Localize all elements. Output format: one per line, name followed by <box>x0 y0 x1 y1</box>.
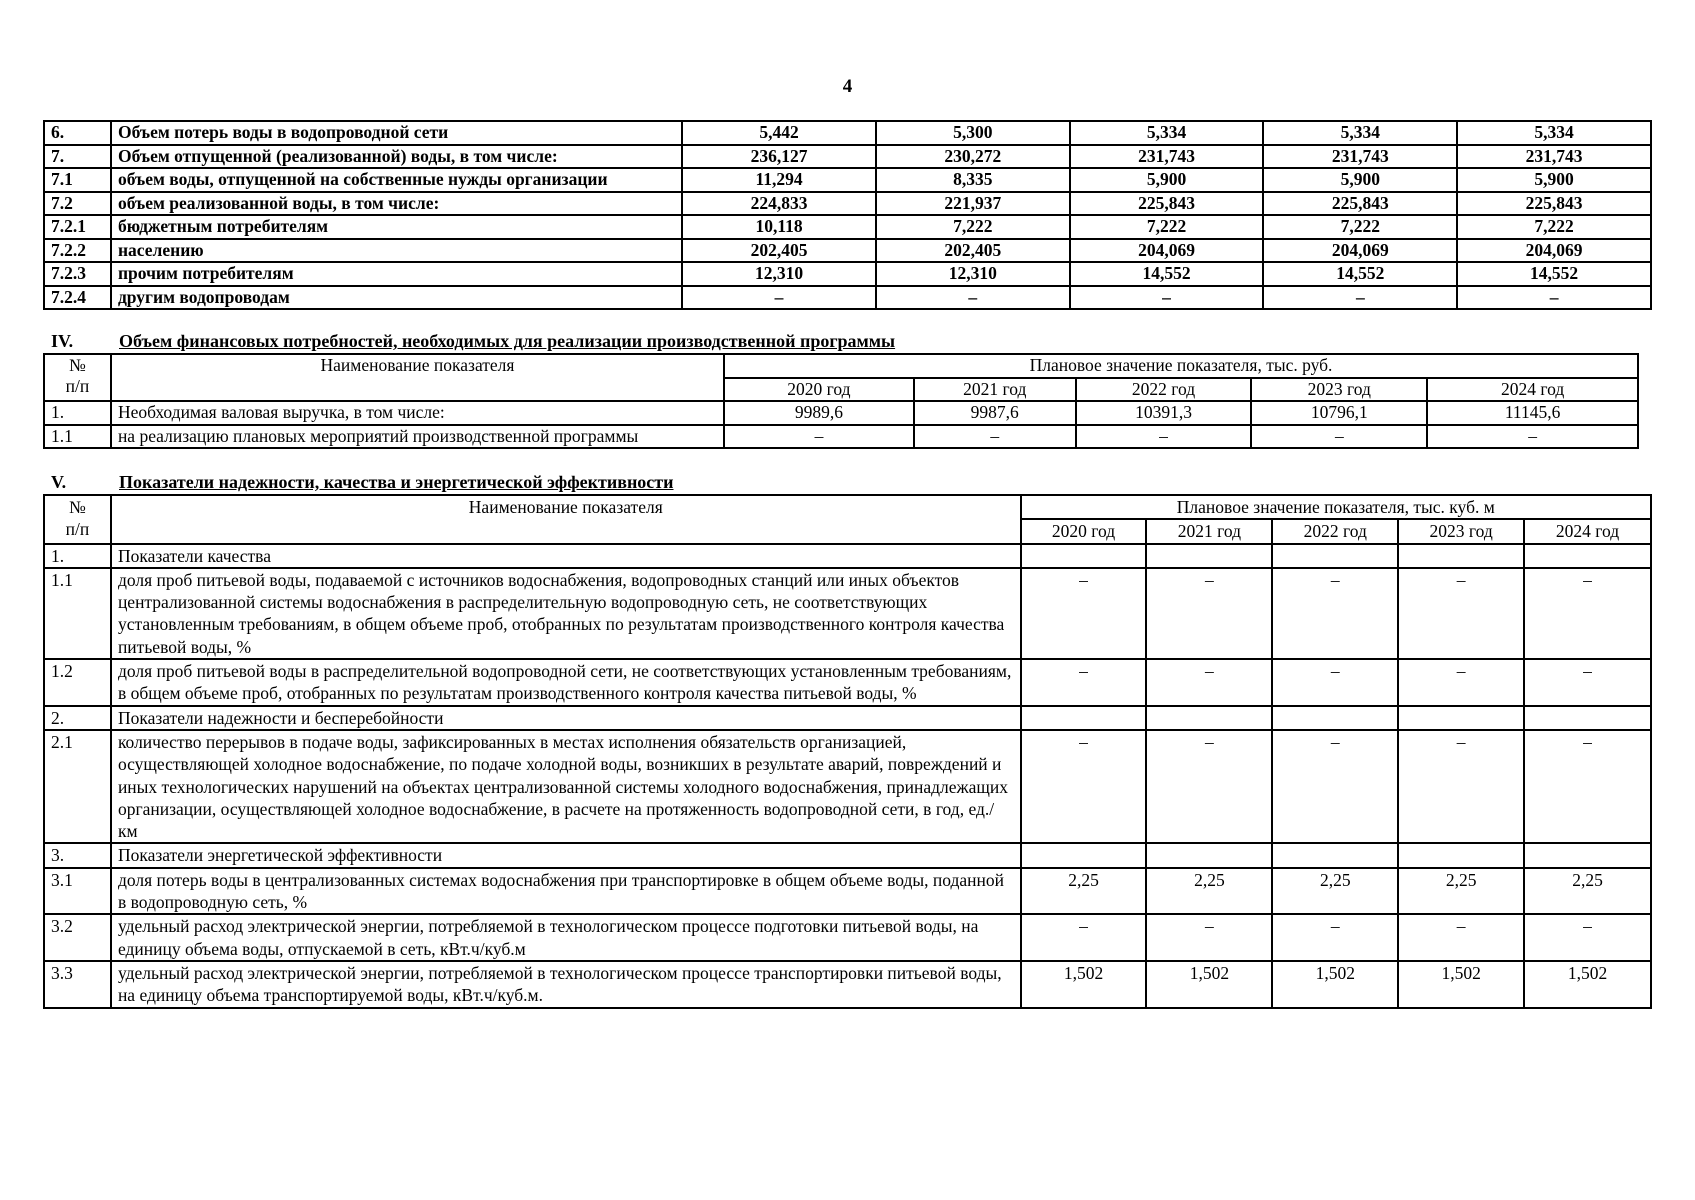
row-number: 2. <box>44 706 111 730</box>
row-value: 12,310 <box>682 262 876 286</box>
row-value: 5,900 <box>1457 168 1651 192</box>
row-value: – <box>1251 425 1427 449</box>
row-value: 225,843 <box>1457 192 1651 216</box>
row-value: – <box>1021 730 1147 843</box>
table-row <box>44 401 1638 425</box>
table-row <box>44 239 1651 263</box>
row-value: – <box>1272 659 1398 706</box>
table-row <box>44 168 1651 192</box>
row-number: 1.1 <box>44 425 111 449</box>
row-number: 7.2.1 <box>44 215 111 239</box>
row-value: 7,222 <box>1263 215 1457 239</box>
row-name: удельный расход электрической энергии, потребляемой в технологическом процессе подготовки питьевой воды, на единицу объема воды, отпускаемой в сеть, кВт.ч/куб.м <box>111 914 1021 961</box>
row-number: 2.1 <box>44 730 111 843</box>
row-number: 7.2.2 <box>44 239 111 263</box>
table-quality-indicators-body <box>44 544 1651 1008</box>
row-value: – <box>1076 425 1252 449</box>
row-value: 2,25 <box>1398 868 1524 915</box>
table-quality-indicators <box>43 494 1652 1009</box>
page-number: 4 <box>842 76 853 97</box>
row-value <box>1524 544 1651 568</box>
row-value <box>1272 706 1398 730</box>
row-value: – <box>1427 425 1638 449</box>
year-header: 2024 год <box>1427 378 1638 402</box>
row-value: – <box>1146 568 1272 659</box>
row-value: 2,25 <box>1146 868 1272 915</box>
section-5-heading <box>43 472 674 493</box>
row-value: – <box>1146 730 1272 843</box>
table-row <box>44 121 1651 145</box>
row-value <box>1398 544 1524 568</box>
row-value: 202,405 <box>682 239 876 263</box>
section-4-title: Объем финансовых потребностей, необходимых для реализации производственной программы <box>119 331 896 351</box>
table-row <box>44 286 1651 310</box>
row-value <box>1146 843 1272 867</box>
row-name: доля проб питьевой воды в распределительной водопроводной сети, не соответствующих установленным требованиям, в общем объеме проб, отобранных по результатам производственного контроля качества питьевой воды, % <box>111 659 1021 706</box>
table-row <box>44 425 1638 449</box>
row-value: – <box>1524 914 1651 961</box>
year-header: 2023 год <box>1251 378 1427 402</box>
row-value: 11145,6 <box>1427 401 1638 425</box>
row-value: 10,118 <box>682 215 876 239</box>
table-water-balance <box>43 120 1652 310</box>
table-row <box>44 192 1651 216</box>
row-value: – <box>1070 286 1264 310</box>
table-row <box>44 730 1651 843</box>
row-value: 221,937 <box>876 192 1070 216</box>
row-name: Показатели надежности и бесперебойности <box>111 706 1021 730</box>
table-financial-needs-body <box>44 401 1638 448</box>
row-value: 5,300 <box>876 121 1070 145</box>
row-value: 7,222 <box>876 215 1070 239</box>
table-row <box>44 914 1651 961</box>
row-value: – <box>876 286 1070 310</box>
row-name: Объем отпущенной (реализованной) воды, в том числе: <box>111 145 682 169</box>
year-header: 2021 год <box>1146 519 1272 543</box>
col-name-header: Наименование показателя <box>111 354 724 401</box>
row-value: 11,294 <box>682 168 876 192</box>
row-value <box>1398 843 1524 867</box>
row-value: – <box>1524 730 1651 843</box>
table-row <box>44 262 1651 286</box>
col-name-header: Наименование показателя <box>111 495 1021 544</box>
row-value: – <box>1398 730 1524 843</box>
row-value: 9987,6 <box>914 401 1076 425</box>
col-number-line2: п/п <box>65 519 90 540</box>
table-financial-needs <box>43 353 1639 449</box>
row-value: 5,334 <box>1263 121 1457 145</box>
row-value: 5,900 <box>1070 168 1264 192</box>
section-4-number: IV. <box>51 331 74 351</box>
row-value: 204,069 <box>1263 239 1457 263</box>
section-4-heading <box>43 331 895 352</box>
row-name: прочим потребителям <box>111 262 682 286</box>
row-name: объем реализованной воды, в том числе: <box>111 192 682 216</box>
row-name: доля проб питьевой воды, подаваемой с источников водоснабжения, водопроводных станций или иных объектов централизованной системы водоснабжения в распределительную водопроводную сеть, не соответствующих установленным требованиям, в общем объеме проб, отобранных по результатам производственного контроля качества питьевой воды, % <box>111 568 1021 659</box>
row-value: – <box>914 425 1076 449</box>
row-number: 1. <box>44 401 111 425</box>
row-value: 1,502 <box>1021 961 1147 1008</box>
col-group-header: Плановое значение показателя, тыс. куб. м <box>1021 495 1651 519</box>
row-value: 204,069 <box>1457 239 1651 263</box>
row-value: – <box>1263 286 1457 310</box>
row-value: 14,552 <box>1070 262 1264 286</box>
year-header: 2020 год <box>1021 519 1147 543</box>
table-row <box>44 215 1651 239</box>
row-name: бюджетным потребителям <box>111 215 682 239</box>
row-number: 7.1 <box>44 168 111 192</box>
row-value: 224,833 <box>682 192 876 216</box>
row-number: 6. <box>44 121 111 145</box>
row-value: 5,334 <box>1070 121 1264 145</box>
row-number: 3.2 <box>44 914 111 961</box>
row-value: 202,405 <box>876 239 1070 263</box>
row-number: 7.2.4 <box>44 286 111 310</box>
row-number: 1.2 <box>44 659 111 706</box>
year-header: 2020 год <box>724 378 914 402</box>
row-value: 231,743 <box>1263 145 1457 169</box>
row-value: 230,272 <box>876 145 1070 169</box>
row-value: – <box>682 286 876 310</box>
row-value <box>1146 706 1272 730</box>
row-value: – <box>1398 659 1524 706</box>
row-value: 5,900 <box>1263 168 1457 192</box>
row-number: 7. <box>44 145 111 169</box>
row-value <box>1524 843 1651 867</box>
row-value: 14,552 <box>1457 262 1651 286</box>
col-number-header <box>44 495 111 544</box>
row-value: – <box>1457 286 1651 310</box>
row-value <box>1021 706 1147 730</box>
year-header: 2023 год <box>1398 519 1524 543</box>
table-row <box>44 868 1651 915</box>
row-value <box>1272 843 1398 867</box>
row-value <box>1021 843 1147 867</box>
row-value: 7,222 <box>1070 215 1264 239</box>
table-row <box>44 145 1651 169</box>
row-value: – <box>1272 568 1398 659</box>
row-value: 9989,6 <box>724 401 914 425</box>
year-header: 2022 год <box>1272 519 1398 543</box>
row-value: 225,843 <box>1263 192 1457 216</box>
row-name: объем воды, отпущенной на собственные нужды организации <box>111 168 682 192</box>
row-value: 2,25 <box>1272 868 1398 915</box>
section-5-title: Показатели надежности, качества и энергетической эффективности <box>119 472 674 492</box>
row-value: – <box>1021 659 1147 706</box>
row-value <box>1272 544 1398 568</box>
row-name: Показатели энергетической эффективности <box>111 843 1021 867</box>
row-value: – <box>1398 914 1524 961</box>
row-value: – <box>1021 568 1147 659</box>
row-value: 10796,1 <box>1251 401 1427 425</box>
row-value: 1,502 <box>1146 961 1272 1008</box>
year-header: 2024 год <box>1524 519 1651 543</box>
row-value: 7,222 <box>1457 215 1651 239</box>
row-name: Показатели качества <box>111 544 1021 568</box>
row-name: удельный расход электрической энергии, потребляемой в технологическом процессе транспортировки питьевой воды, на единицу объема транспортируемой воды, кВт.ч/куб.м. <box>111 961 1021 1008</box>
year-header: 2022 год <box>1076 378 1252 402</box>
table-row <box>44 544 1651 568</box>
col-group-header: Плановое значение показателя, тыс. руб. <box>724 354 1638 378</box>
row-value: – <box>1146 914 1272 961</box>
row-value: 12,310 <box>876 262 1070 286</box>
row-value: – <box>1272 730 1398 843</box>
row-value: 5,442 <box>682 121 876 145</box>
row-value <box>1398 706 1524 730</box>
year-header: 2021 год <box>914 378 1076 402</box>
row-name: другим водопроводам <box>111 286 682 310</box>
table-row <box>44 843 1651 867</box>
row-value: – <box>1398 568 1524 659</box>
row-value: – <box>1272 914 1398 961</box>
row-value: 231,743 <box>1070 145 1264 169</box>
row-value: 2,25 <box>1524 868 1651 915</box>
row-name: населению <box>111 239 682 263</box>
row-value: – <box>724 425 914 449</box>
col-number-line2: п/п <box>65 375 90 396</box>
row-value: 1,502 <box>1524 961 1651 1008</box>
row-value <box>1146 544 1272 568</box>
row-value: 10391,3 <box>1076 401 1252 425</box>
row-number: 1.1 <box>44 568 111 659</box>
row-value: – <box>1524 568 1651 659</box>
row-value: 2,25 <box>1021 868 1147 915</box>
row-name: Необходимая валовая выручка, в том числе: <box>111 401 724 425</box>
row-value: – <box>1146 659 1272 706</box>
row-name: Объем потерь воды в водопроводной сети <box>111 121 682 145</box>
row-value: 14,552 <box>1263 262 1457 286</box>
row-number: 7.2.3 <box>44 262 111 286</box>
table-row <box>44 961 1651 1008</box>
col-number-header <box>44 354 111 401</box>
row-value: 5,334 <box>1457 121 1651 145</box>
table-row <box>44 659 1651 706</box>
col-number-line1: № <box>69 355 86 375</box>
row-number: 3. <box>44 843 111 867</box>
row-value: 225,843 <box>1070 192 1264 216</box>
row-value: 1,502 <box>1398 961 1524 1008</box>
row-value: 1,502 <box>1272 961 1398 1008</box>
section-5-number: V. <box>51 472 67 492</box>
row-number: 3.3 <box>44 961 111 1008</box>
row-name: на реализацию плановых мероприятий производственной программы <box>111 425 724 449</box>
row-value <box>1524 706 1651 730</box>
row-value: 204,069 <box>1070 239 1264 263</box>
table-row <box>44 706 1651 730</box>
row-value: – <box>1021 914 1147 961</box>
row-number: 7.2 <box>44 192 111 216</box>
row-value: 236,127 <box>682 145 876 169</box>
row-value <box>1021 544 1147 568</box>
row-value: 231,743 <box>1457 145 1651 169</box>
row-name: количество перерывов в подаче воды, зафиксированных в местах исполнения обязательств организацией, осуществляющей холодное водоснабжение, по подаче холодной воды, возникших в результате аварий, повреждений и иных технологических нарушений на объектах централизованной системы холодного водоснабжения, принадлежащих организации, осуществляющей холодное водоснабжение, в расчете на протяженность водопроводной сети, в год, ед./км <box>111 730 1021 843</box>
table-row <box>44 568 1651 659</box>
row-number: 1. <box>44 544 111 568</box>
col-number-line1: № <box>69 497 86 517</box>
row-value: 8,335 <box>876 168 1070 192</box>
table-water-balance-body <box>44 121 1651 309</box>
row-number: 3.1 <box>44 868 111 915</box>
row-name: доля потерь воды в централизованных системах водоснабжения при транспортировке в общем объеме воды, поданной в водопроводную сеть, % <box>111 868 1021 915</box>
row-value: – <box>1524 659 1651 706</box>
